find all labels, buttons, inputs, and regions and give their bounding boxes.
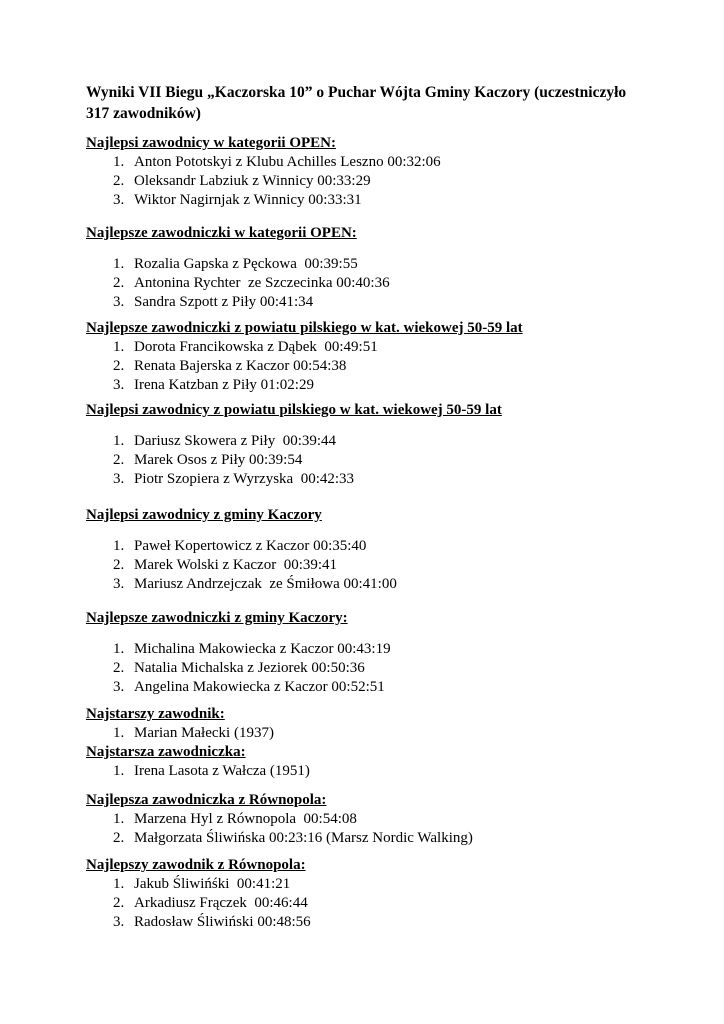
result-item-number: 3. xyxy=(113,914,125,930)
result-item xyxy=(86,376,646,395)
results-sections xyxy=(86,134,646,932)
result-item-number: 2. xyxy=(113,895,125,911)
result-item-text: Dariusz Skowera z Piły 00:39:44 xyxy=(134,433,337,449)
result-item xyxy=(86,153,646,172)
result-section xyxy=(86,856,646,932)
result-item-number: 1. xyxy=(113,725,125,741)
result-item-text: Mariusz Andrzejczak ze Śmiłowa 00:41:00 xyxy=(134,576,397,592)
result-item xyxy=(86,894,646,913)
result-list xyxy=(86,153,646,210)
section-heading: Najlepsi zawodnicy z powiatu pilskiego w kat. wiekowej 50-59 lat xyxy=(86,402,502,418)
result-list xyxy=(86,432,646,489)
result-section xyxy=(86,401,646,489)
result-item-text: Natalia Michalska z Jeziorek 00:50:36 xyxy=(134,660,365,676)
result-list xyxy=(86,762,646,781)
result-item xyxy=(86,274,646,293)
result-item-text: Sandra Szpott z Piły 00:41:34 xyxy=(134,294,314,310)
result-item xyxy=(86,575,646,594)
result-section xyxy=(86,224,646,312)
result-list xyxy=(86,338,646,395)
result-item-text: Irena Katzban z Piły 01:02:29 xyxy=(134,377,314,393)
result-list xyxy=(86,810,646,848)
result-item-number: 3. xyxy=(113,192,125,208)
result-item-number: 1. xyxy=(113,811,125,827)
result-item-number: 3. xyxy=(113,294,125,310)
document-title: Wyniki VII Biegu „Kaczorska 10” o Puchar Wójta Gminy Kaczory (uczestniczyło 317 zawodników) xyxy=(86,84,627,122)
result-item-text: Piotr Szopiera z Wyrzyska 00:42:33 xyxy=(134,471,355,487)
section-heading: Najlepsze zawodniczki z gminy Kaczory: xyxy=(86,610,348,626)
result-item-number: 1. xyxy=(113,154,125,170)
result-item-text: Marzena Hyl z Równopola 00:54:08 xyxy=(134,811,357,827)
result-item-text: Arkadiusz Frączek 00:46:44 xyxy=(134,895,308,911)
result-item xyxy=(86,293,646,312)
result-section xyxy=(86,609,646,697)
result-item-number: 3. xyxy=(113,576,125,592)
result-item xyxy=(86,172,646,191)
result-item xyxy=(86,556,646,575)
result-section xyxy=(86,791,646,848)
result-list xyxy=(86,875,646,932)
result-item-number: 3. xyxy=(113,679,125,695)
result-section xyxy=(86,743,646,781)
section-heading: Najlepsza zawodniczka z Równopola: xyxy=(86,792,327,808)
section-heading: Najstarsza zawodniczka: xyxy=(86,744,246,760)
result-item-text: Renata Bajerska z Kaczor 00:54:38 xyxy=(134,358,347,374)
result-item-text: Marek Osos z Piły 00:39:54 xyxy=(134,452,303,468)
result-item-number: 1. xyxy=(113,538,125,554)
result-item xyxy=(86,357,646,376)
result-section xyxy=(86,705,646,743)
result-item-text: Wiktor Nagirnjak z Winnicy 00:33:31 xyxy=(134,192,362,208)
result-item-number: 2. xyxy=(113,452,125,468)
result-item-text: Rozalia Gapska z Pęckowa 00:39:55 xyxy=(134,256,358,272)
result-item xyxy=(86,451,646,470)
section-heading: Najlepszy zawodnik z Równopola: xyxy=(86,857,306,873)
result-item-number: 1. xyxy=(113,433,125,449)
result-item-text: Irena Lasota z Wałcza (1951) xyxy=(134,763,310,779)
result-item xyxy=(86,338,646,357)
result-item xyxy=(86,432,646,451)
result-item-number: 1. xyxy=(113,641,125,657)
result-item-number: 1. xyxy=(113,339,125,355)
result-item-text: Antonina Rychter ze Szczecinka 00:40:36 xyxy=(134,275,390,291)
result-item-text: Dorota Francikowska z Dąbek 00:49:51 xyxy=(134,339,378,355)
result-item-number: 2. xyxy=(113,173,125,189)
result-item-number: 3. xyxy=(113,471,125,487)
result-item xyxy=(86,829,646,848)
result-item xyxy=(86,470,646,489)
result-item-number: 1. xyxy=(113,256,125,272)
result-list xyxy=(86,724,646,743)
result-section xyxy=(86,506,646,594)
result-item xyxy=(86,640,646,659)
section-heading: Najlepsze zawodniczki w kategorii OPEN: xyxy=(86,225,357,241)
result-item-number: 2. xyxy=(113,660,125,676)
result-item-text: Radosław Śliwiński 00:48:56 xyxy=(134,914,311,930)
result-item xyxy=(86,810,646,829)
result-list xyxy=(86,255,646,312)
section-heading: Najstarszy zawodnik: xyxy=(86,706,225,722)
result-item-text: Anton Pototskyi z Klubu Achilles Leszno 00:32:06 xyxy=(134,154,441,170)
result-list xyxy=(86,537,646,594)
result-item xyxy=(86,678,646,697)
result-item-text: Marian Małecki (1937) xyxy=(134,725,274,741)
section-heading: Najlepsze zawodniczki z powiatu pilskiego w kat. wiekowej 50-59 lat xyxy=(86,320,523,336)
result-item-number: 1. xyxy=(113,876,125,892)
result-item xyxy=(86,762,646,781)
result-item xyxy=(86,875,646,894)
result-item-text: Oleksandr Labziuk z Winnicy 00:33:29 xyxy=(134,173,371,189)
result-section xyxy=(86,134,646,210)
result-list xyxy=(86,640,646,697)
section-heading: Najlepsi zawodnicy w kategorii OPEN: xyxy=(86,135,336,151)
result-item-text: Małgorzata Śliwińska 00:23:16 (Marsz Nordic Walking) xyxy=(134,830,473,846)
result-item-number: 2. xyxy=(113,275,125,291)
result-item-text: Angelina Makowiecka z Kaczor 00:52:51 xyxy=(134,679,385,695)
document-content xyxy=(86,82,646,932)
result-item-number: 2. xyxy=(113,557,125,573)
result-item-text: Jakub Śliwińśki 00:41:21 xyxy=(134,876,291,892)
result-item xyxy=(86,255,646,274)
result-item-text: Marek Wolski z Kaczor 00:39:41 xyxy=(134,557,338,573)
result-item-text: Michalina Makowiecka z Kaczor 00:43:19 xyxy=(134,641,391,657)
result-item-number: 3. xyxy=(113,377,125,393)
result-item-number: 2. xyxy=(113,358,125,374)
result-item-text: Paweł Kopertowicz z Kaczor 00:35:40 xyxy=(134,538,367,554)
result-item-number: 2. xyxy=(113,830,125,846)
result-item xyxy=(86,537,646,556)
result-item xyxy=(86,191,646,210)
result-section xyxy=(86,319,646,395)
section-heading: Najlepsi zawodnicy z gminy Kaczory xyxy=(86,507,322,523)
result-item xyxy=(86,724,646,743)
result-item xyxy=(86,913,646,932)
result-item-number: 1. xyxy=(113,763,125,779)
result-item xyxy=(86,659,646,678)
